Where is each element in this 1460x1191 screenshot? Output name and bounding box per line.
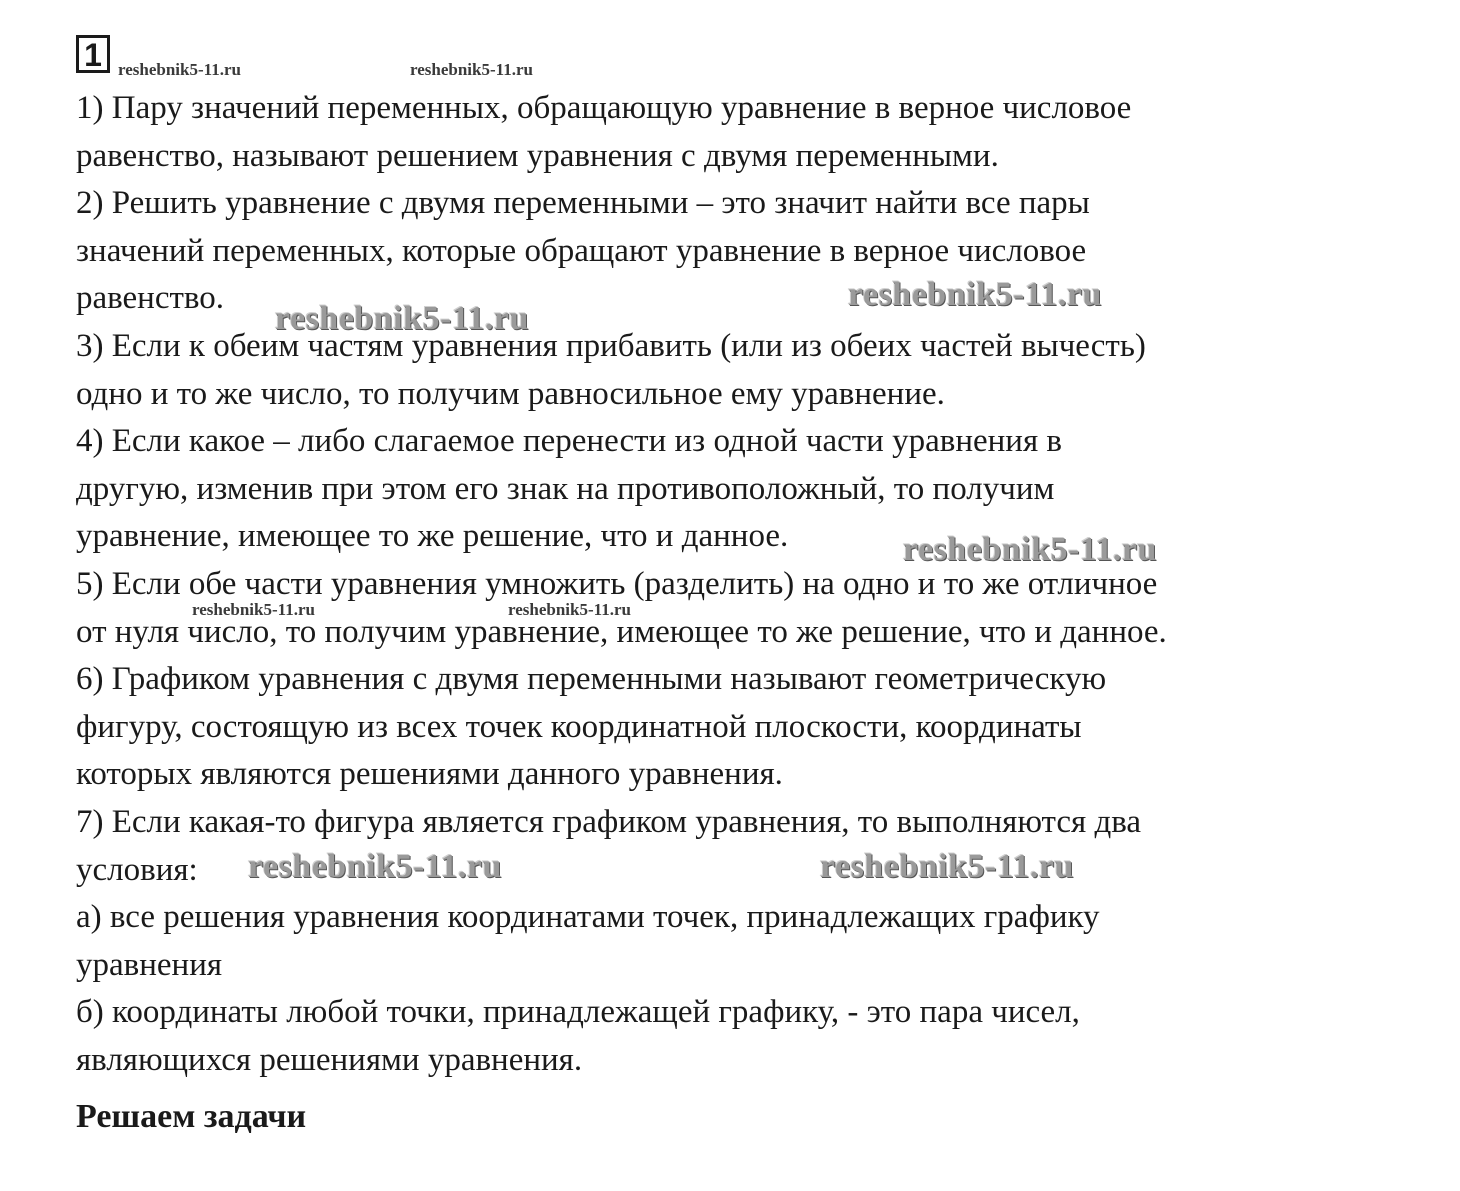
text-line: а) все решения уравнения координатами точек, принадлежащих графику <box>76 899 1100 936</box>
watermark: reshebnik5-11.ru <box>275 300 529 337</box>
watermark: reshebnik5-11.ru <box>848 276 1102 313</box>
text-line: другую, изменив при этом его знак на противоположный, то получим <box>76 470 1055 507</box>
task-number-box: 1 <box>76 35 110 73</box>
watermark: reshebnik5-11.ru <box>508 600 631 619</box>
watermark: reshebnik5-11.ru <box>820 848 1074 885</box>
text-line: значений переменных, которые обращают уравнение в верное числовое <box>76 232 1087 269</box>
text-line: являющихся решениями уравнения. <box>76 1041 583 1078</box>
text-line: 5) Если обе части уравнения умножить (разделить) на одно и то же отличное <box>76 565 1158 602</box>
text-line: б) координаты любой точки, принадлежащей графику, - это пара чисел, <box>76 994 1080 1031</box>
text-line: 3) Если к обеим частям уравнения прибавить (или из обеих частей вычесть) <box>76 327 1146 364</box>
watermark: reshebnik5-11.ru <box>192 600 315 619</box>
text-line: равенство, называют решением уравнения с двумя переменными. <box>76 137 999 174</box>
text-line: условия: <box>76 851 198 888</box>
text-line: от нуля число, то получим уравнение, имеющее то же решение, что и данное. <box>76 613 1167 650</box>
text-line: 6) Графиком уравнения с двумя переменными называют геометрическую <box>76 661 1107 698</box>
watermark: reshebnik5-11.ru <box>248 848 502 885</box>
text-line: 2) Решить уравнение с двумя переменными – это значит найти все пары <box>76 185 1090 222</box>
text-line: одно и то же число, то получим равносильное ему уравнение. <box>76 375 945 412</box>
theory-text <box>76 85 1416 1084</box>
watermark: reshebnik5-11.ru <box>903 531 1157 568</box>
text-line: которых являются решениями данного уравнения. <box>76 756 783 793</box>
text-line: фигуру, состоящую из всех точек координатной плоскости, координаты <box>76 708 1082 745</box>
text-line: уравнение, имеющее то же решение, что и данное. <box>76 518 789 555</box>
watermark: reshebnik5-11.ru <box>410 60 533 79</box>
section-heading: Решаем задачи <box>76 1098 307 1135</box>
text-line: уравнения <box>76 946 223 983</box>
text-line: равенство. <box>76 280 225 317</box>
watermark: reshebnik5-11.ru <box>118 60 241 79</box>
text-line: 1) Пару значений переменных, обращающую уравнение в верное числовое <box>76 90 1132 126</box>
text-line: 4) Если какое – либо слагаемое перенести из одной части уравнения в <box>76 423 1062 460</box>
text-line: 7) Если какая-то фигура является графиком уравнения, то выполняются два <box>76 803 1142 840</box>
